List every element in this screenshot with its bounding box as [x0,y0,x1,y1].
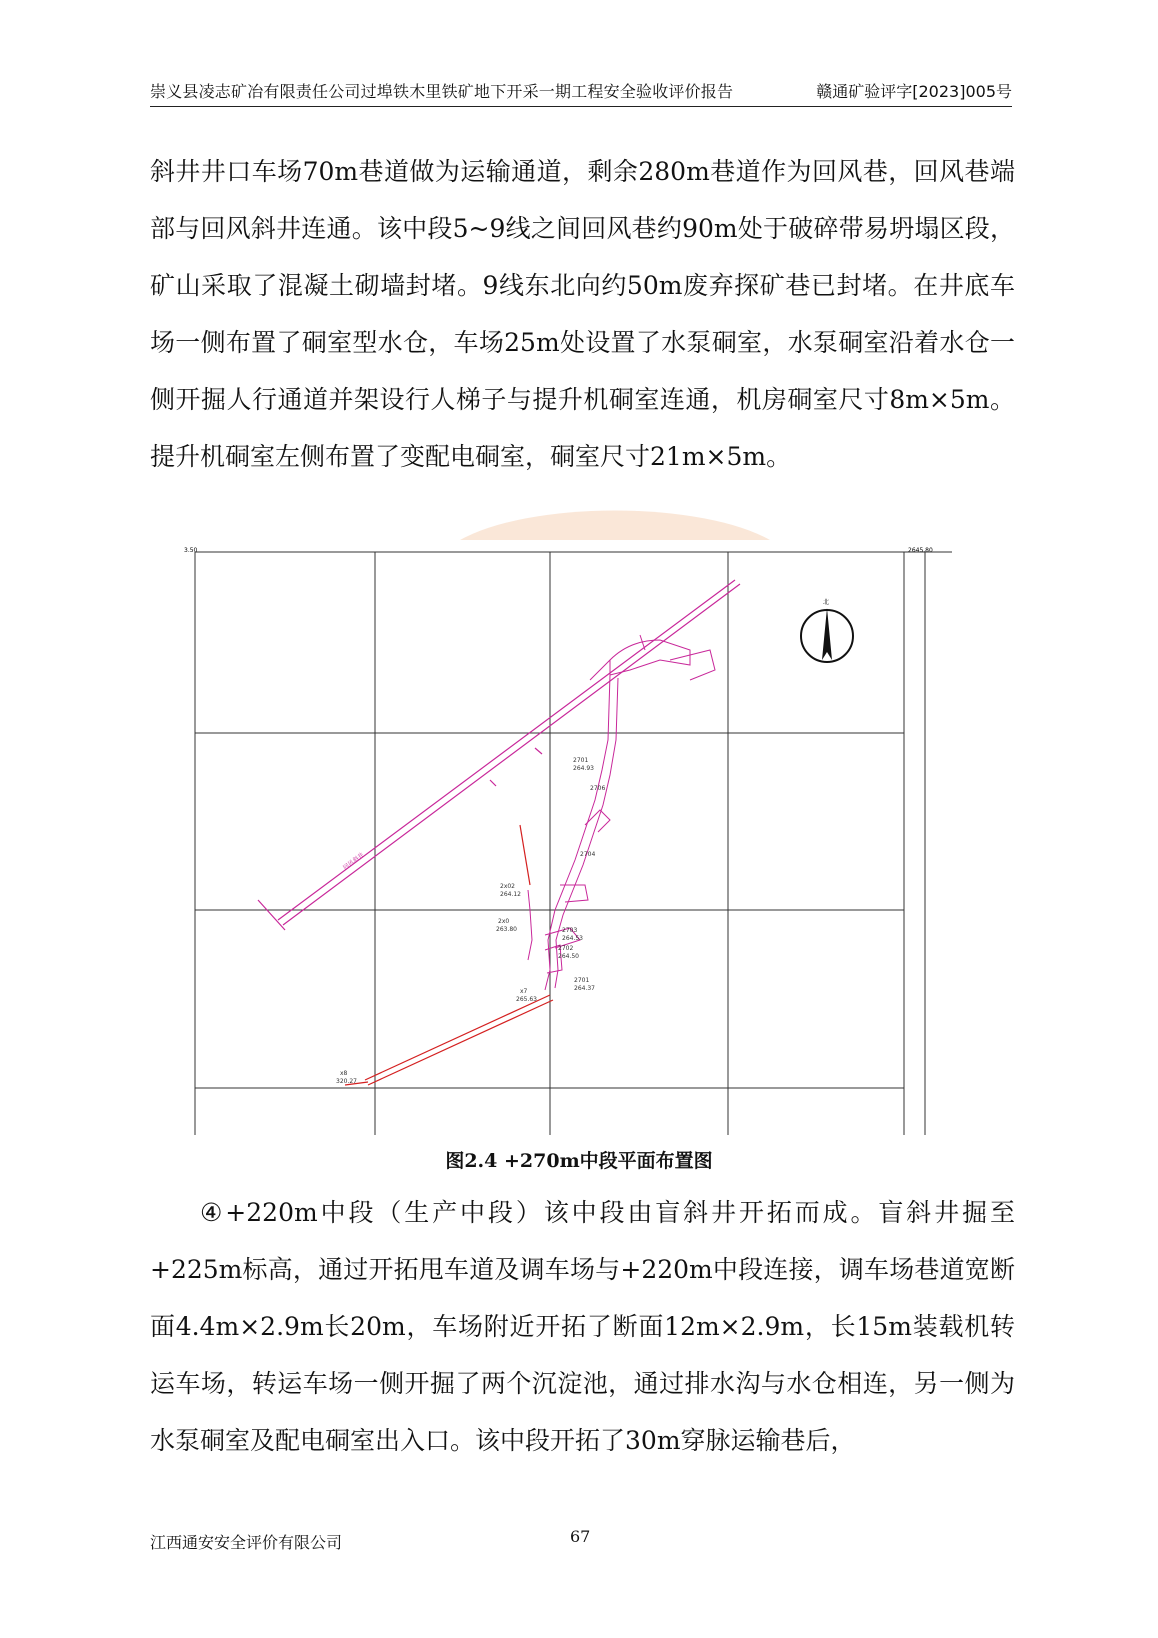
paragraph-1: 斜井井口车场70m巷道做为运输通道，剩余280m巷道作为回风巷，回风巷端部与回风斜井连通。该中段5~9线之间回风巷约90m处于破碎带易坍塌区段，矿山采取了混凝土砌墙封堵。9线东北向约50m废弃探矿巷已封堵。在井底车场一侧布置了硐室型水仓，车场25m处设置了水泵硐室，水泵硐室沿着水仓一侧开掘人行通道并架设行人梯子与提升机硐室连通，机房硐室尺寸8m×5m。提升机硐室左侧布置了变配电硐室，硐室尺寸21m×5m。 [150,157,1015,471]
north-label: 北 [823,599,830,606]
label-2702: 2702 [558,945,574,952]
label-2706: 2706 [590,785,606,792]
label-2701-b-sub: 264.37 [574,985,595,992]
label-2x02-sub: 264.12 [500,891,521,898]
label-2703: 2703 [562,927,578,934]
haulage-route [345,825,553,1085]
label-2703-sub: 264.53 [562,935,583,942]
page-number: 67 [570,1527,591,1546]
paragraph-2: ④+220m中段（生产中段）该中段由盲斜井开拓而成。盲斜井掘至+225m标高，通过开拓甩车道及调车场与+220m中段连接，调车场巷道宽断面4.4m×2.9m长20m，车场附近开拓了断面12m×2.9m，长15m装载机转运车场，转运车场一侧开掘了两个沉淀池，通过排水沟与水仓相连，另一侧为水泵硐室及配电硐室出入口。该中段开拓了30m穿脉运输巷后， [150,1198,1015,1455]
corner-left-label: 3.50 [184,547,198,554]
header-title: 崇义县凌志矿冶有限责任公司过埠铁木里铁矿地下开采一期工程安全验收评价报告 [150,82,734,101]
page-header [150,80,1012,107]
inclined-drift [258,580,740,930]
drift-label: 回风斜井 [341,851,366,872]
label-2x0-sub: 263.80 [496,926,517,933]
label-x8: x8 [340,1070,348,1077]
label-x8-sub: 320.27 [336,1078,357,1085]
drift-network [528,635,715,990]
mine-level-plan-figure [184,540,970,1145]
label-2701-a: 2701 [573,757,589,764]
figure-caption: 图2.4 +270m中段平面布置图 [445,1150,713,1172]
label-2x02: 2x02 [500,883,516,890]
corner-right-label: 2645.80 [908,547,933,554]
label-x7: x7 [520,988,528,995]
north-arrow-icon [801,598,853,662]
label-2704: 2704 [580,851,596,858]
label-x7-sub: 265.63 [516,996,537,1003]
label-2701-b: 2701 [574,977,590,984]
header-doc-number: 赣通矿验评字[2023]005号 [816,82,1012,101]
label-2x0: 2x0 [498,918,510,925]
grid-lines [195,552,952,1135]
footer-company: 江西通安安全评价有限公司 [150,1533,343,1552]
label-2701-a-sub: 264.93 [573,765,594,772]
watermark-arc [460,511,770,540]
label-2702-sub: 264.50 [558,953,579,960]
